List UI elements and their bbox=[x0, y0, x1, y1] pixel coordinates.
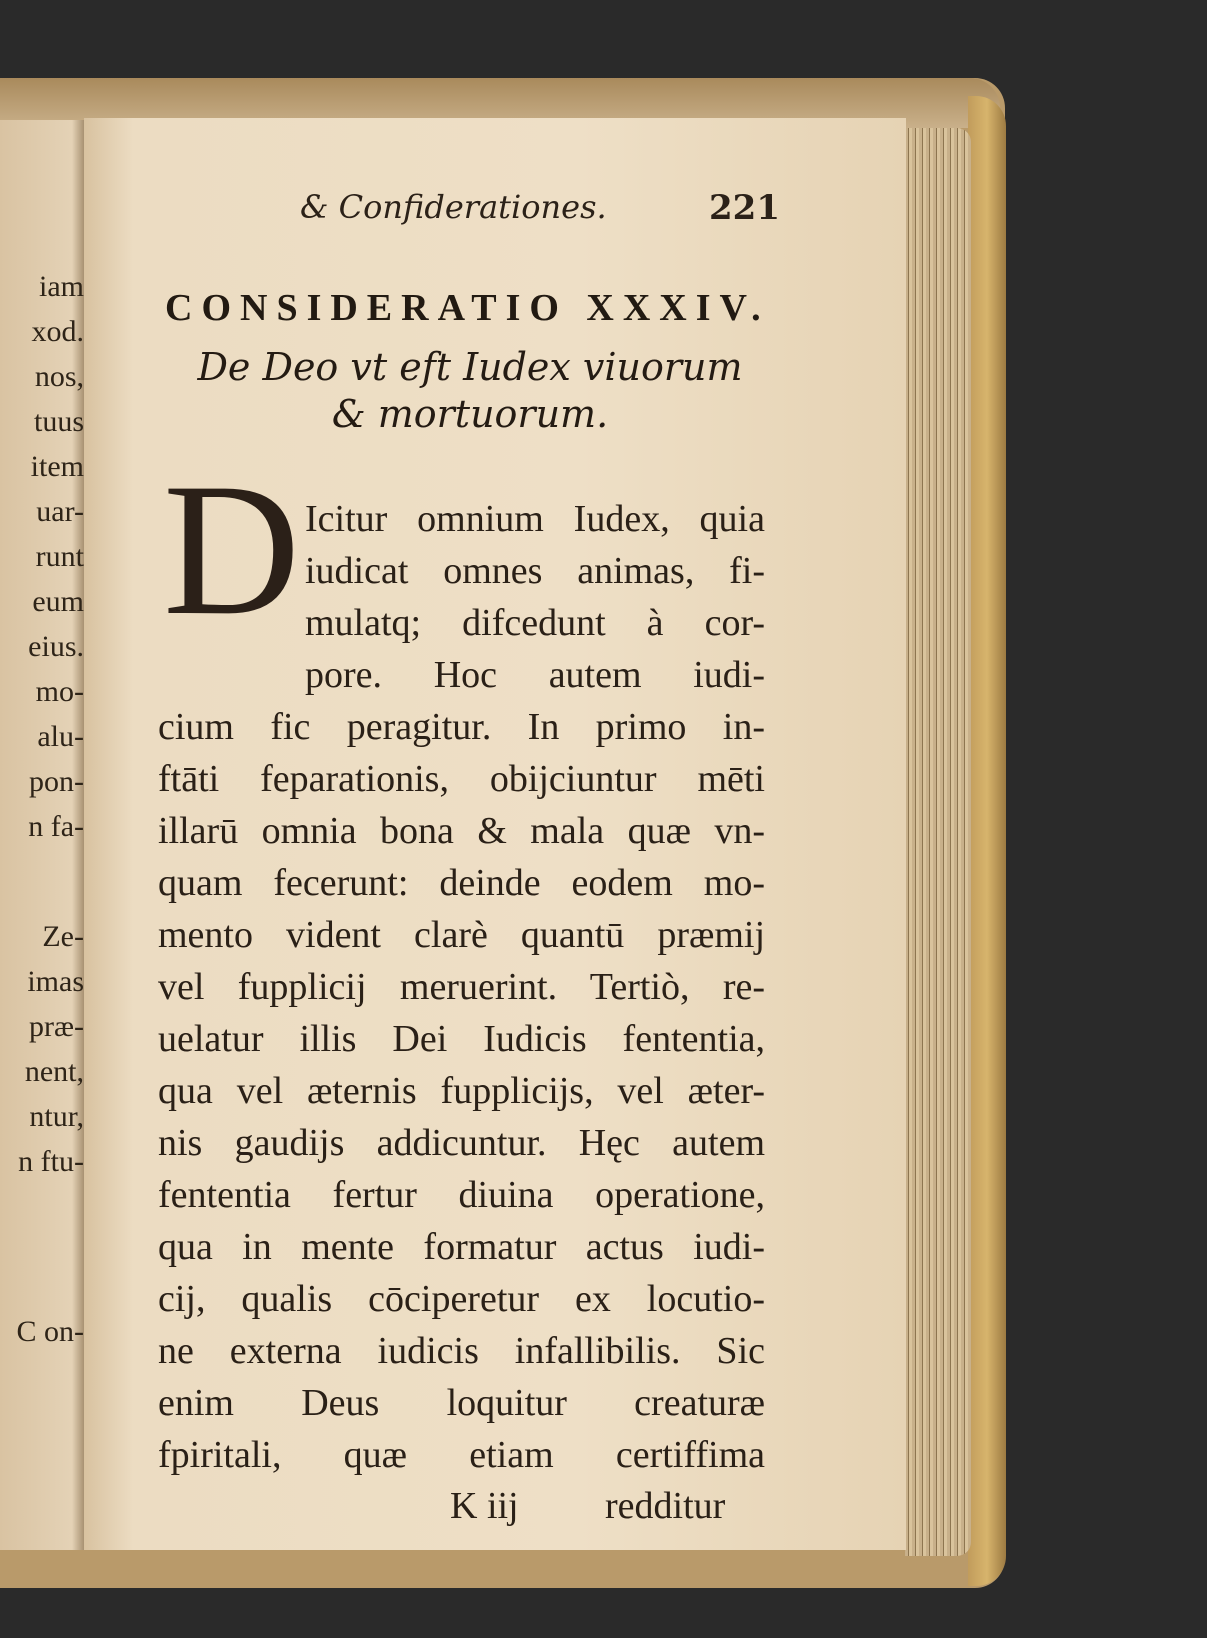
text-line: cij, qualis cōciperetur ex locutio- bbox=[158, 1278, 765, 1320]
signature-mark: K iij bbox=[450, 1485, 519, 1527]
left-fragment: eius. bbox=[28, 630, 84, 663]
left-fragment: eum bbox=[32, 585, 84, 618]
page-edges bbox=[905, 128, 971, 1556]
text-line: Icitur omnium Iudex, quia bbox=[305, 498, 765, 540]
left-fragment: uar- bbox=[36, 495, 84, 528]
left-fragment: n fa- bbox=[28, 810, 84, 843]
left-fragment: n ftu- bbox=[18, 1145, 84, 1178]
text-line: cium fic peragitur. In primo in- bbox=[158, 706, 765, 748]
left-fragment: ntur, bbox=[29, 1100, 84, 1133]
section-subheading-line-2: & mortuorum. bbox=[331, 392, 609, 436]
left-fragment: iam bbox=[39, 270, 84, 303]
left-fragment: nos, bbox=[34, 360, 84, 393]
left-fragment: xod. bbox=[31, 315, 84, 348]
left-fragment: nent, bbox=[24, 1055, 84, 1088]
catchword: redditur bbox=[605, 1485, 726, 1527]
left-fragment: runt bbox=[35, 540, 84, 573]
left-page bbox=[0, 120, 90, 1550]
left-fragment: mo- bbox=[35, 675, 84, 708]
text-line: quam fecerunt: deinde eodem mo- bbox=[158, 862, 765, 904]
section-heading: CONSIDERATIO XXXIV. bbox=[165, 287, 770, 329]
section-subheading-line-1: De Deo vt eft Iudex viuorum bbox=[197, 345, 743, 389]
left-fragment: imas bbox=[27, 965, 84, 998]
text-line: fententia fertur diuina operatione, bbox=[158, 1174, 765, 1216]
text-line: nis gaudijs addicuntur. Hęc autem bbox=[158, 1122, 765, 1164]
text-line: qua in mente formatur actus iudi- bbox=[158, 1226, 765, 1268]
left-fragment: C on- bbox=[16, 1315, 84, 1348]
text-line: mulatq; difcedunt à cor- bbox=[305, 602, 765, 644]
text-line: ne externa iudicis infallibilis. Sic bbox=[158, 1330, 765, 1372]
drop-cap: D bbox=[163, 445, 301, 655]
text-line: enim Deus loquitur creaturæ bbox=[158, 1382, 765, 1424]
left-fragment: alu- bbox=[37, 720, 84, 753]
left-fragment: pon- bbox=[29, 765, 84, 798]
left-fragment: item bbox=[30, 450, 84, 483]
text-line: pore. Hoc autem iudi- bbox=[305, 654, 765, 696]
page-number: 221 bbox=[709, 188, 780, 228]
text-line: uelatur illis Dei Iudicis fententia, bbox=[158, 1018, 765, 1060]
left-fragment: Ze- bbox=[42, 920, 84, 953]
text-line: ftāti feparationis, obijciuntur mēti bbox=[158, 758, 765, 800]
left-fragment: præ- bbox=[29, 1010, 84, 1043]
text-line: qua vel æternis fupplicijs, vel æter- bbox=[158, 1070, 765, 1112]
text-line: fpiritali, quæ etiam certiffima bbox=[158, 1434, 765, 1476]
running-head bbox=[300, 188, 780, 236]
text-line: illarū omnia bona & mala quæ vn- bbox=[158, 810, 765, 852]
running-title: & Confiderationes. bbox=[300, 188, 607, 226]
left-fragment: tuus bbox=[33, 405, 84, 438]
book-cover-edge bbox=[968, 96, 1006, 1586]
text-line: mento vident clarè quantū præmij bbox=[158, 914, 765, 956]
text-line: iudicat omnes animas, fi- bbox=[305, 550, 765, 592]
text-line: vel fupplicij meruerint. Tertiò, re- bbox=[158, 966, 765, 1008]
